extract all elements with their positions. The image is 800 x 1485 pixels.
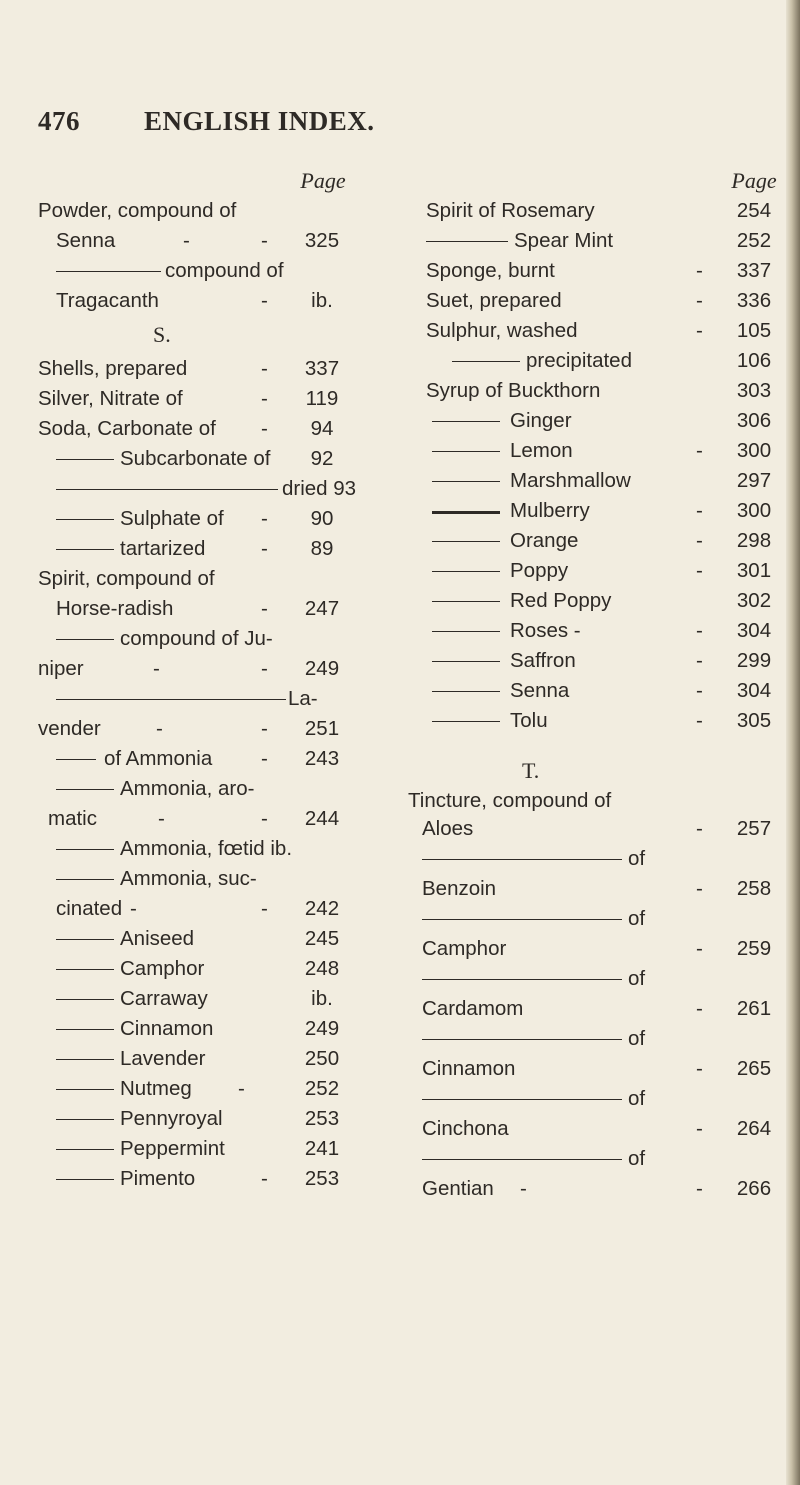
page-ref: 266 [736, 1177, 772, 1200]
entry-text: precipitated [526, 349, 632, 372]
leader-hyphen: - [261, 357, 268, 380]
entry-text: compound of Ju- [120, 627, 273, 650]
entry-text: Horse-radish [56, 597, 174, 620]
page-ref: 243 [304, 747, 340, 770]
entry-text: Camphor [120, 957, 205, 980]
page-ref: 336 [736, 289, 772, 312]
leader-hyphen: - [261, 289, 268, 312]
ditto-dash [56, 271, 161, 272]
leader-hyphen: - [261, 597, 268, 620]
ditto-dash [422, 1159, 622, 1160]
page-ref: 305 [736, 709, 772, 732]
leader-hyphen: - [261, 807, 268, 830]
entry-text: Sulphur, washed [426, 319, 578, 342]
page-ref: 253 [304, 1107, 340, 1130]
leader-hyphen: - [261, 1167, 268, 1190]
scan-edge [786, 0, 800, 1485]
ditto-dash [56, 1149, 114, 1150]
page-ref: 302 [736, 589, 772, 612]
entry-text: compound of [165, 259, 284, 282]
entry-text: Shells, prepared [38, 357, 188, 380]
entry-text: Roses - [510, 619, 581, 642]
entry-text: Tincture, compound of [408, 789, 612, 812]
entry-text: Saffron [510, 649, 576, 672]
leader-hyphen: - [696, 679, 703, 702]
entry-text: Red Poppy [510, 589, 612, 612]
ditto-dash [432, 481, 500, 482]
entry-text: Ginger [510, 409, 572, 432]
page-ref: 300 [736, 499, 772, 522]
page-ref: 264 [736, 1117, 772, 1140]
ditto-dash [56, 1179, 114, 1180]
leader-hyphen: - [153, 657, 160, 680]
leader-hyphen: - [158, 807, 165, 830]
page-ref: 248 [304, 957, 340, 980]
entry-text: vender [38, 717, 101, 740]
ditto-dash [422, 979, 622, 980]
ditto-dash [56, 999, 114, 1000]
leader-hyphen: - [261, 897, 268, 920]
page-ref: 106 [736, 349, 772, 372]
page-ref: 303 [736, 379, 772, 402]
leader-hyphen: - [696, 529, 703, 552]
ditto-dash [56, 969, 114, 970]
ditto-dash [56, 549, 114, 550]
leader-hyphen: - [696, 817, 703, 840]
entry-text: tartarized [120, 537, 206, 560]
entry-text: Aniseed [120, 927, 195, 950]
page-ref: 250 [304, 1047, 340, 1070]
page-ref: Page [731, 168, 777, 193]
leader-hyphen: - [696, 619, 703, 642]
leader-hyphen: - [696, 877, 703, 900]
leader-hyphen: - [261, 417, 268, 440]
page-ref: 89 [310, 537, 334, 560]
ditto-dash [422, 1039, 622, 1040]
page-title: ENGLISH INDEX. [144, 106, 375, 136]
page-ref: 299 [736, 649, 772, 672]
entry-text: Spear Mint [514, 229, 614, 252]
page-ref: 94 [310, 417, 334, 440]
entry-text: Cinnamon [120, 1017, 214, 1040]
page-ref: ib. [311, 987, 333, 1010]
ditto-dash [56, 849, 114, 850]
ditto-dash [56, 489, 278, 490]
entry-text: Spirit, compound of [38, 567, 215, 590]
leader-hyphen: - [261, 537, 268, 560]
page-ref: 265 [736, 1057, 772, 1080]
page-ref: 258 [736, 877, 772, 900]
page-ref: 259 [736, 937, 772, 960]
entry-text: Aloes [422, 817, 474, 840]
entry-text: Tragacanth [56, 289, 159, 312]
entry-text: of [628, 1087, 646, 1110]
entry-text: Pimento [120, 1167, 196, 1190]
leader-hyphen: - [696, 709, 703, 732]
page-ref: 249 [304, 1017, 340, 1040]
page-ref: 301 [736, 559, 772, 582]
entry-text: Ammonia, fœtid ib. [120, 837, 293, 860]
entry-text: Senna [56, 229, 116, 252]
leader-hyphen: - [261, 387, 268, 410]
entry-text: Suet, prepared [426, 289, 562, 312]
leader-hyphen: - [696, 499, 703, 522]
entry-text: Poppy [510, 559, 569, 582]
ditto-dash [432, 541, 500, 542]
leader-hyphen: - [696, 937, 703, 960]
entry-text: Powder, compound of [38, 199, 237, 222]
ditto-dash [432, 421, 500, 422]
leader-hyphen: - [696, 439, 703, 462]
page-header [38, 106, 538, 142]
page-ref: 252 [736, 229, 772, 252]
entry-text: Spirit of Rosemary [426, 199, 595, 222]
entry-text: Subcarbonate of [120, 447, 271, 470]
entry-text: Sponge, burnt [426, 259, 555, 282]
page-ref: 298 [736, 529, 772, 552]
page-ref: 261 [736, 997, 772, 1020]
entry-text: Lemon [510, 439, 573, 462]
page-ref: Page [300, 168, 346, 193]
page-ref: 253 [304, 1167, 340, 1190]
page-ref: 249 [304, 657, 340, 680]
page-ref: 251 [304, 717, 340, 740]
entry-text: Carraway [120, 987, 208, 1010]
ditto-dash [432, 631, 500, 632]
page-ref: 300 [736, 439, 772, 462]
entry-text: Silver, Nitrate of [38, 387, 183, 410]
ditto-dash [56, 879, 114, 880]
entry-text: Sulphate of [120, 507, 224, 530]
leader-hyphen: - [156, 717, 163, 740]
entry-text: cinated [56, 897, 123, 920]
leader-hyphen: - [696, 1057, 703, 1080]
leader-hyphen: - [261, 657, 268, 680]
entry-text: Nutmeg [120, 1077, 192, 1100]
ditto-dash [432, 601, 500, 602]
page-ref: 241 [304, 1137, 340, 1160]
leader-hyphen: - [261, 229, 268, 252]
entry-text: of Ammonia [104, 747, 213, 770]
ditto-dash [56, 759, 96, 760]
entry-text: Benzoin [422, 877, 497, 900]
ditto-dash [452, 361, 520, 362]
leader-hyphen: - [696, 649, 703, 672]
ditto-dash [56, 699, 286, 700]
leader-hyphen: - [261, 747, 268, 770]
leader-hyphen: - [696, 289, 703, 312]
ditto-dash [422, 919, 622, 920]
ditto-dash [432, 511, 500, 514]
leader-hyphen: - [130, 897, 137, 920]
ditto-dash [56, 939, 114, 940]
entry-text: La- [288, 687, 318, 710]
leader-hyphen: - [696, 259, 703, 282]
entry-text: of [628, 1027, 646, 1050]
ditto-dash [56, 519, 114, 520]
ditto-dash [432, 691, 500, 692]
entry-text: of [628, 967, 646, 990]
leader-hyphen: - [696, 319, 703, 342]
entry-text: Mulberry [510, 499, 590, 522]
leader-hyphen: - [696, 997, 703, 1020]
ditto-dash [56, 459, 114, 460]
ditto-dash [422, 859, 622, 860]
ditto-dash [56, 1119, 114, 1120]
page-ref: 105 [736, 319, 772, 342]
page-ref: 325 [304, 229, 340, 252]
entry-text: Senna [510, 679, 570, 702]
entry-text: niper [38, 657, 84, 680]
page-ref: 337 [304, 357, 340, 380]
ditto-dash [56, 639, 114, 640]
page-ref: 242 [304, 897, 340, 920]
entry-text: of [628, 1147, 646, 1170]
entry-text: of [628, 907, 646, 930]
page-ref: 306 [736, 409, 772, 432]
ditto-dash [426, 241, 508, 242]
page-ref: 304 [736, 619, 772, 642]
page-ref: 254 [736, 199, 772, 222]
entry-text: Ammonia, suc- [120, 867, 257, 890]
page-ref: ib. [311, 289, 333, 312]
entry-text: Cinnamon [422, 1057, 516, 1080]
entry-text: matic [48, 807, 97, 830]
entry-text: Tolu [510, 709, 548, 732]
page-ref: 297 [736, 469, 772, 492]
entry-text: Syrup of Buckthorn [426, 379, 601, 402]
leader-hyphen: - [696, 1117, 703, 1140]
entry-text: Ammonia, aro- [120, 777, 255, 800]
entry-text: Pennyroyal [120, 1107, 223, 1130]
page-ref: 119 [305, 387, 339, 410]
leader-hyphen: - [261, 717, 268, 740]
ditto-dash [56, 789, 114, 790]
leader-hyphen: - [696, 559, 703, 582]
page-ref: 90 [310, 507, 334, 530]
entry-text: Soda, Carbonate of [38, 417, 216, 440]
ditto-dash [56, 1029, 114, 1030]
ditto-dash [432, 451, 500, 452]
ditto-dash [432, 571, 500, 572]
ditto-dash [56, 1059, 114, 1060]
page-ref: 92 [310, 447, 334, 470]
entry-text: Lavender [120, 1047, 206, 1070]
leader-hyphen: - [696, 1177, 703, 1200]
page-number: 476 [38, 106, 80, 136]
ditto-dash [432, 721, 500, 722]
page-ref: 257 [736, 817, 772, 840]
leader-hyphen: - [520, 1177, 527, 1200]
leader-hyphen: - [261, 507, 268, 530]
page-ref: 244 [304, 807, 340, 830]
entry-text: Cinchona [422, 1117, 509, 1140]
page-ref: 247 [304, 597, 340, 620]
ditto-dash [56, 1089, 114, 1090]
entry-text: of [628, 847, 646, 870]
entry-text: S. [153, 322, 171, 347]
ditto-dash [432, 661, 500, 662]
entry-text: Cardamom [422, 997, 524, 1020]
ditto-dash [422, 1099, 622, 1100]
entry-text: T. [522, 758, 540, 783]
entry-text: Camphor [422, 937, 507, 960]
page-ref: 252 [304, 1077, 340, 1100]
page-ref: 245 [304, 927, 340, 950]
page-ref: 337 [736, 259, 772, 282]
leader-hyphen: - [183, 229, 190, 252]
entry-text: Marshmallow [510, 469, 631, 492]
entry-text: Gentian [422, 1177, 494, 1200]
entry-text: dried 93 [282, 477, 357, 500]
page-ref: 304 [736, 679, 772, 702]
entry-text: Orange [510, 529, 579, 552]
leader-hyphen: - [238, 1077, 245, 1100]
entry-text: Peppermint [120, 1137, 225, 1160]
